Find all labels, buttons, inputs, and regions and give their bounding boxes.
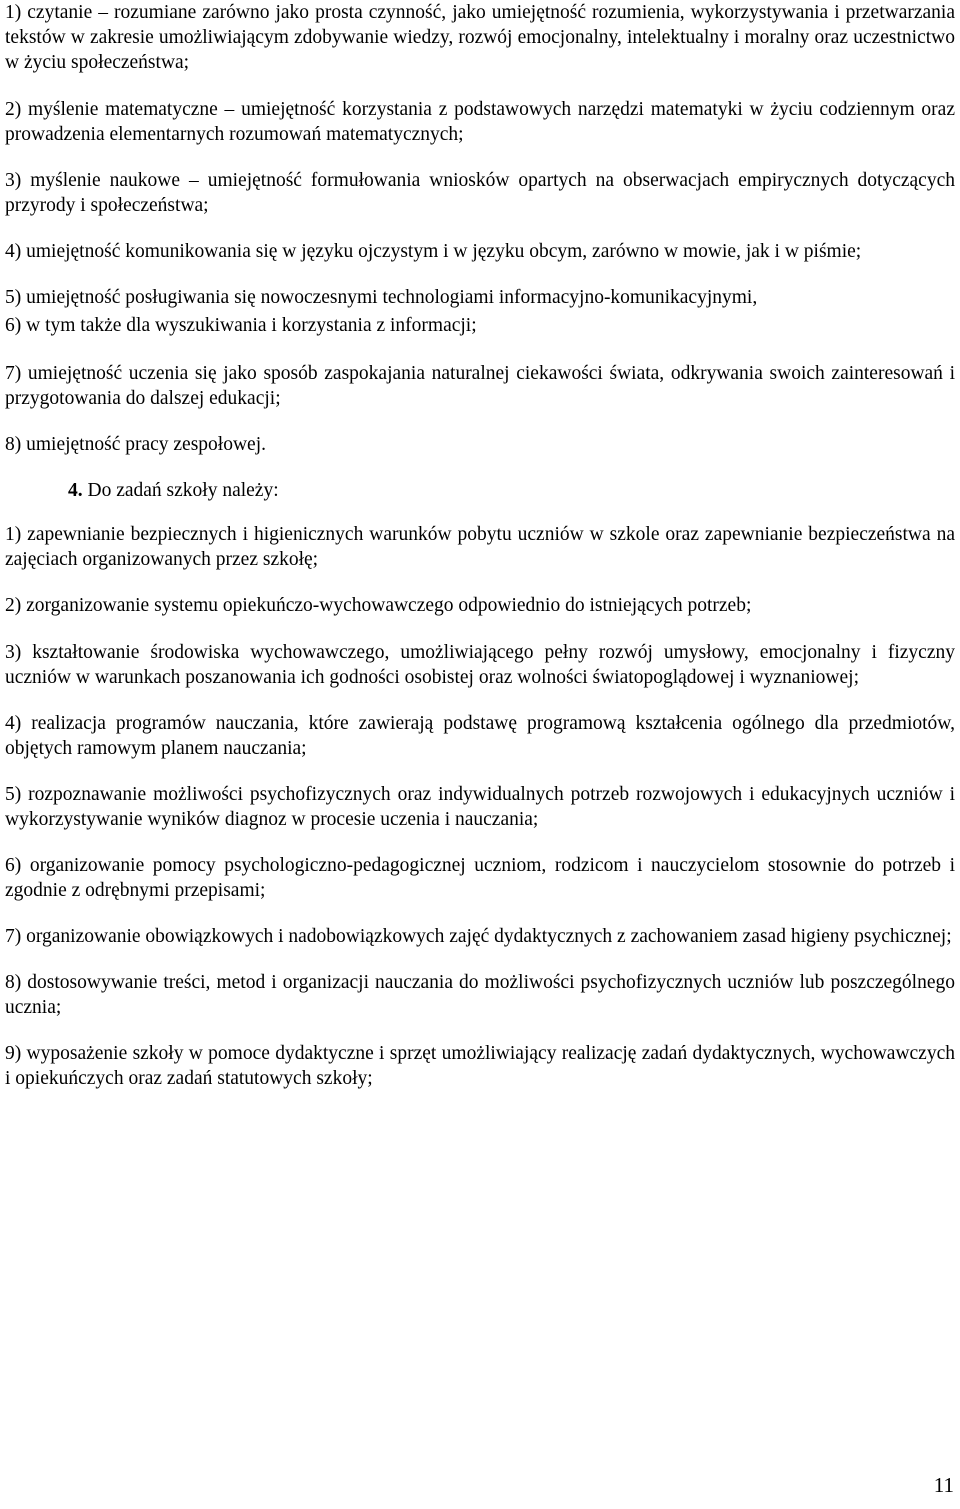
list-item: 7) umiejętność uczenia się jako sposób zaspokajania naturalnej ciekawości świata, odkrywania swoich zainteresowań i przygotowania do dalszej edukacji;	[5, 363, 955, 409]
list-item: 8) umiejętność pracy zespołowej.	[5, 434, 266, 455]
list-item: 8) dostosowywanie treści, metod i organizacji nauczania do możliwości psychofizycznych uczniów lub poszczególnego ucznia;	[5, 972, 955, 1018]
list-item: 2) myślenie matematyczne – umiejętność korzystania z podstawowych narzędzi matematyki w życiu codziennym oraz prowadzenia elementarnych rozumowań matematycznych;	[5, 99, 955, 145]
page-number: 11	[933, 1473, 954, 1497]
list-item: 6) organizowanie pomocy psychologiczno-pedagogicznej uczniom, rodzicom i nauczycielom stosownie do potrzeb i zgodnie z odrębnymi przepisami;	[5, 855, 955, 901]
list-item: 1) czytanie – rozumiane zarówno jako prosta czynność, jako umiejętność rozumienia, wykorzystywania i przetwarzania tekstów w zakresie umożliwiającym zdobywanie wiedzy, rozwój emocjonalny, intelektualny i moralny oraz uczestnictwo w życiu społeczeństwa;	[5, 2, 955, 73]
list-item: 3) kształtowanie środowiska wychowawczego, umożliwiającego pełny rozwój umysłowy, emocjonalny i fizyczny uczniów w warunkach poszanowania ich godności osobistej oraz wolności światopoglądowej i wyznaniowej;	[5, 642, 955, 688]
list-item: 5) umiejętność posługiwania się nowoczesnymi technologiami informacyjno-komunikacyjnymi,	[5, 287, 758, 308]
section-title: Do zadań szkoły należy:	[82, 480, 279, 501]
list-item: 3) myślenie naukowe – umiejętność formułowania wniosków opartych na obserwacjach empirycznych dotyczących przyrody i społeczeństwa;	[5, 170, 955, 216]
list-item: 4) umiejętność komunikowania się w języku ojczystym i w języku obcym, zarówno w mowie, jak i w piśmie;	[5, 241, 862, 262]
list-item: 4) realizacja programów nauczania, które zawierają podstawę programową kształcenia ogólnego dla przedmiotów, objętych ramowym planem nauczania;	[5, 713, 955, 759]
list-item: 7) organizowanie obowiązkowych i nadobowiązkowych zajęć dydaktycznych z zachowaniem zasad higieny psychicznej;	[5, 926, 952, 947]
section-heading	[5, 478, 955, 503]
list-item: 5) rozpoznawanie możliwości psychofizycznych oraz indywidualnych potrzeb rozwojowych i edukacyjnych uczniów i wykorzystywanie wyników diagnoz w procesie uczenia i nauczania;	[5, 784, 955, 830]
list-item: 2) zorganizowanie systemu opiekuńczo-wychowawczego odpowiednio do istniejących potrzeb;	[5, 595, 752, 616]
list-item: 9) wyposażenie szkoły w pomoce dydaktyczne i sprzęt umożliwiający realizację zadań dydaktycznych, wychowawczych i opiekuńczych oraz zadań statutowych szkoły;	[5, 1043, 955, 1089]
section-number: 4.	[68, 480, 83, 501]
list-item: 6) w tym także dla wyszukiwania i korzystania z informacji;	[5, 315, 477, 336]
list-item: 1) zapewnianie bezpiecznych i higienicznych warunków pobytu uczniów w szkole oraz zapewnianie bezpieczeństwa na zajęciach organizowanych przez szkołę;	[5, 524, 955, 570]
document-page	[5, 0, 955, 1091]
